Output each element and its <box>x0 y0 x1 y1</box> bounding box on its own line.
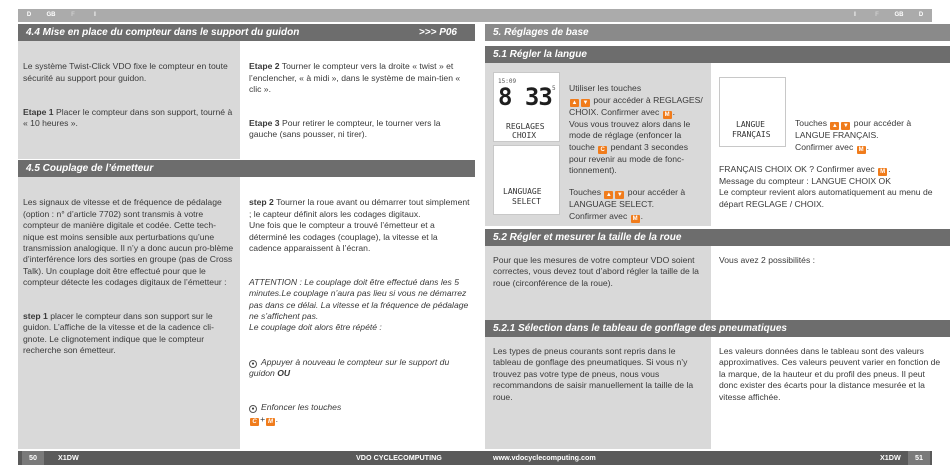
s52-col2: Vous avez 2 possibilités : <box>719 255 816 265</box>
s45-col2 <box>249 186 471 437</box>
s44-intro: Le système Twist-Click VDO fixe le compteur en toute sécurité au support pour guidon. <box>23 61 228 83</box>
step-text: Placer le compteur dans son support, tourné à « 10 heures ». <box>23 106 233 129</box>
language-strip-left <box>18 9 475 22</box>
step-label: Etape 2 <box>249 61 280 72</box>
lcd-display-language <box>493 145 560 215</box>
lcd-display-langue <box>719 77 786 147</box>
m-key-icon: M <box>880 169 886 176</box>
s45-step2 <box>249 197 471 254</box>
section-title: 5.2 Régler et mesurer la taille de la roue <box>493 232 682 243</box>
page-number: 50 <box>22 451 44 465</box>
lang-tab-d: D <box>918 12 924 18</box>
section-title: 5.2.1 Sélection dans le tableau de gonflage des pneumatiques <box>493 323 787 334</box>
lcd-line2: CHOIX <box>512 131 537 140</box>
page-reference: >>> P06 <box>418 27 457 38</box>
text: Touches <box>795 118 830 129</box>
step-text: Tourner le compteur vers la droite « twist » et l’enclencher, « à midi », dans le système de main-tien « clic ». <box>249 61 461 95</box>
text: FRANÇAIS CHOIX OK ? Confirmer avec <box>719 164 878 175</box>
s44-step3 <box>249 118 471 141</box>
c-key-icon: C <box>598 146 607 154</box>
step-label: Etape 1 <box>23 106 54 117</box>
section-5-header <box>485 24 950 41</box>
lang-tab-f: F <box>875 12 879 18</box>
page-number: 51 <box>908 451 930 465</box>
s44-step1 <box>23 107 235 130</box>
text: pendant 3 secondes pour revenir au mode de fonc-tionnement). <box>569 141 688 176</box>
s45-col1 <box>23 186 235 368</box>
lcd-display-reglages <box>493 72 560 142</box>
s44-col2 <box>249 50 471 152</box>
lcd-line1: REGLAGES <box>506 122 545 131</box>
step-label: step 2 <box>249 197 274 208</box>
lcd-line1: LANGUE <box>736 120 765 129</box>
s45-bullet-1 <box>249 345 471 379</box>
lang-tab-gb: GB <box>46 12 56 18</box>
s45-intro: Les signaux de vitesse et de fréquence de pédalage (option : n° d’article 7702) sont transmis à votre compteur de manière digitale et codée. Cette tech-nique est moins sensible aux perturbations qu’une transmission analogique. Il n’y a donc aucun pro-blème d’interférence lors des sorties en groupe (pas de Cross Talk). Un couplage doit être effectué pour que le compteur détecte les codages digitaux de l’émetteur : <box>23 197 234 288</box>
m-key-icon: M <box>632 215 638 222</box>
c-key-icon: C <box>250 418 259 426</box>
lang-tab-f: F <box>71 12 75 18</box>
step-label: step 1 <box>23 311 48 322</box>
s521-col2: Les valeurs données dans le tableau sont des valeurs approximatives. Ces valeurs peuvent varier en fonction de la marque, de la hauteur et du profil des pneus. Il peut donc exister des écarts pour la distance mesurée et la vitesse affichée. <box>719 346 941 402</box>
s45-step1 <box>23 311 235 357</box>
lang-tab-gb: GB <box>894 12 904 18</box>
lang-tab-i: I <box>94 12 96 18</box>
up-key-icon: ▲ <box>831 123 838 130</box>
m-key-icon: M <box>858 146 864 153</box>
lcd-sub: 5 <box>552 85 556 92</box>
section-title: 4.4 Mise en place du compteur dans le support du guidon <box>26 27 300 38</box>
lcd-speed: 8 33 <box>498 83 552 111</box>
down-key-icon: ▼ <box>582 99 589 106</box>
bullet-text: Appuyer à nouveau le compteur sur le support du guidon <box>249 356 450 379</box>
lcd-line2: SELECT <box>512 197 541 206</box>
text: . <box>640 210 644 221</box>
language-strip-right <box>475 9 932 22</box>
model-name: X1DW <box>880 453 901 462</box>
section-title: 4.5 Couplage de l’émetteur <box>26 163 154 174</box>
down-key-icon: ▼ <box>616 192 623 199</box>
model-name: X1DW <box>58 453 79 462</box>
s51-block3 <box>795 107 935 154</box>
lcd-line1: LANGUAGE <box>503 187 542 196</box>
text: pour accéder à LANGUAGE SELECT. Confirmer avec <box>569 187 686 221</box>
bullet-icon: ● <box>249 360 257 368</box>
text: pour accéder à REGLAGES/ CHOIX. Confirmer avec <box>569 94 703 117</box>
text: Utiliser les touches <box>569 83 642 94</box>
section-4-4-header <box>18 24 475 41</box>
s44-col1 <box>23 50 235 141</box>
text: pour accéder à LANGUE FRANÇAIS. Confirmer avec <box>795 118 912 152</box>
bullet-text: Enfoncer les touches <box>261 402 342 413</box>
s51-block5: Message du compteur : LANGUE CHOIX OK Le compteur revient alors automatiquement au menu de départ REGLAGE / CHOIX. <box>719 176 933 209</box>
s51-block1 <box>569 72 707 176</box>
lcd-time: 15:09 <box>498 78 517 85</box>
footer-left <box>18 451 475 465</box>
section-title: 5. Réglages de base <box>493 27 589 38</box>
text: . <box>888 164 891 175</box>
step-text: placer le compteur dans son support sur le guidon. L’affiche de la vitesse et de la cadence cli-gnote. Le clignotement indique que le compteur recherche son émetteur. <box>23 311 214 356</box>
s521-col1: Les types de pneus courants sont repris dans le tableau de gonflage des pneumatiques. Si vous n’y trouvez pas votre type de pneus, nous vous recommandons de saisir manuellement la taille de la roue. <box>493 346 694 402</box>
lcd-line2: FRANÇAIS <box>732 130 771 139</box>
s45-attention: ATTENTION : Le couplage doit être effectué dans les 5 minutes.Le couplage n’aura pas lieu si vous ne démarrez pas dans ce délai. La vitesse et la fréquence de pédalage ne s’affichent pas. Le couplage doit alors être répété : <box>249 276 469 333</box>
s44-step2 <box>249 61 471 95</box>
up-key-icon: ▲ <box>571 99 578 106</box>
step-text: Tourner la roue avant ou démarrer tout simplement ; le capteur définit alors les codages digitaux. Une fois que le compteur a trouvé l’émetteur et a déterminé les codages (couplage), la vitesse et la cadence apparaissent à l’écran. <box>249 197 470 254</box>
s51-block2 <box>569 176 707 223</box>
step-text: Pour retirer le compteur, le tourner vers la gauche (sans pousser, ni tirer). <box>249 118 441 140</box>
m-key-icon: M <box>268 418 274 425</box>
s52-col1: Pour que les mesures de votre compteur VDO soient correctes, vous devez tout d’abord régler la taille de la roue (circonférence de la roue). <box>493 255 699 288</box>
lang-tab-i: I <box>854 12 856 18</box>
text: . Vous vous trouvez alors dans le mode de réglage (enfoncer la touche <box>569 106 691 152</box>
section-4-5-header <box>18 160 475 177</box>
step-label: Etape 3 <box>249 118 280 129</box>
plus-sign: + <box>260 413 266 424</box>
m-key-icon: M <box>664 111 670 118</box>
text: . <box>866 141 870 152</box>
brand-name: VDO CYCLECOMPUTING <box>356 453 442 462</box>
s51-block4 <box>719 153 939 176</box>
footer-right <box>475 451 932 465</box>
section-5-2-header <box>485 229 950 246</box>
s45-bullet-2: ● Enfoncer les touches C + M . <box>249 391 471 426</box>
bullet-or: OU <box>277 368 291 379</box>
lang-tab-d: D <box>26 12 32 18</box>
text: Touches <box>569 187 604 198</box>
section-title: 5.1 Régler la langue <box>493 49 587 60</box>
bullet-icon: ● <box>249 405 257 413</box>
down-key-icon: ▼ <box>842 123 849 130</box>
section-5-1-header <box>485 46 950 63</box>
website-link[interactable]: www.vdocyclecomputing.com <box>493 453 596 462</box>
section-5-2-1-header <box>485 320 950 337</box>
up-key-icon: ▲ <box>605 192 612 199</box>
